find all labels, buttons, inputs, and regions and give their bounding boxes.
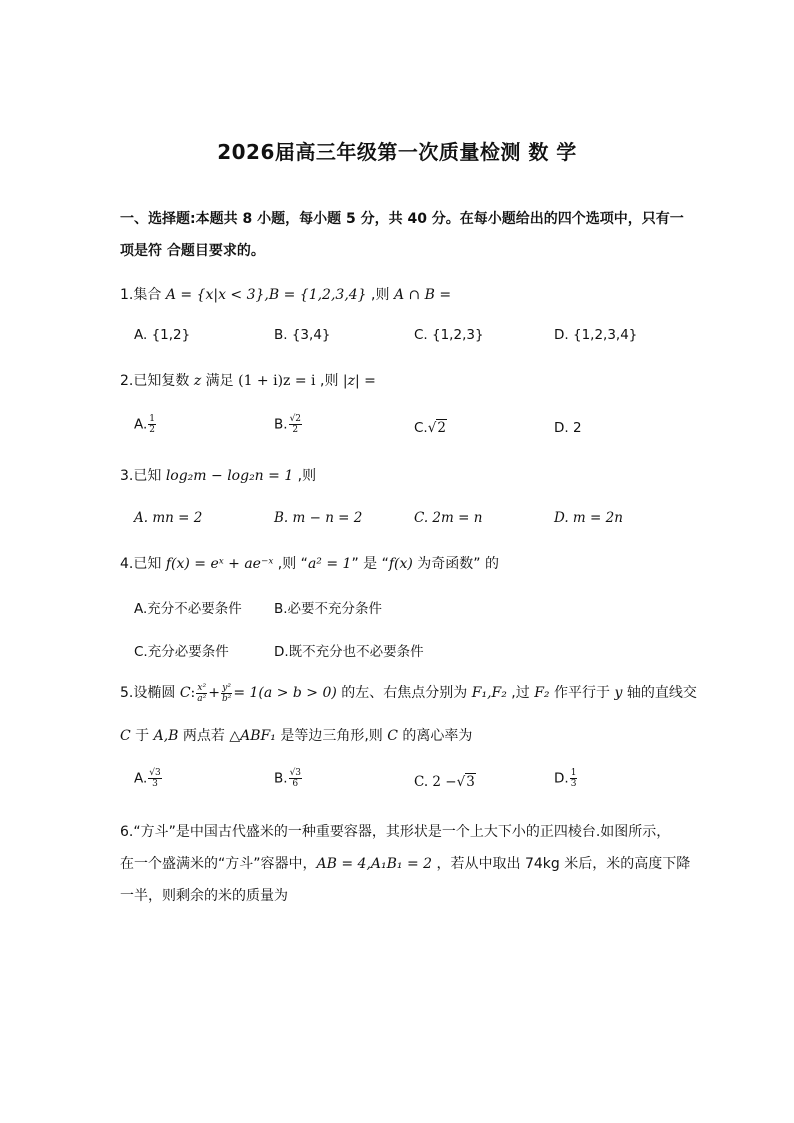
q5-option-a-label: A.	[134, 770, 148, 787]
q2-option-b-fraction	[289, 414, 302, 435]
q5-fraction-x	[196, 683, 207, 704]
question-6-line1: 6.“方斗”是中国古代盛米的一种重要容器，其形状是一个上大下小的正四棱台.如图所示，	[120, 824, 671, 840]
sqrt-symbol: √3	[456, 774, 475, 790]
q5-option-a	[134, 768, 163, 789]
q5-stem-prefix: 5.设椭圆	[120, 685, 180, 701]
question-4-stem	[120, 553, 499, 573]
q6-line2-prefix: 在一个盛满米的“方斗”容器中，	[120, 856, 317, 872]
sqrt-symbol: √2	[427, 420, 446, 436]
q1-option-c: C. {1,2,3}	[414, 327, 484, 343]
q4-stem-suffix: 为奇函数” 的	[412, 556, 500, 572]
q5-stem-math2: F₁,F₂	[471, 685, 507, 701]
q3-stem-suffix: ,则	[293, 468, 317, 484]
fraction-denominator: 2	[292, 425, 299, 435]
q1-stem-math: A = {x|x < 3},B = {1,2,3,4}	[165, 287, 367, 303]
q6-line2-suffix: ，若从中取出 74kg 米后，米的高度下降	[432, 856, 691, 872]
q4-stem-math3: f(x)	[388, 556, 413, 572]
q1-stem-mid: ,则	[366, 287, 394, 303]
q2-stem-mid: 满足	[201, 373, 239, 389]
question-6-line2	[120, 853, 690, 873]
q2-option-d: D. 2	[554, 420, 582, 436]
q5-option-d	[554, 768, 578, 789]
q2-var-z: z	[193, 373, 202, 389]
q5-option-c-label: C. 2 −	[414, 774, 457, 790]
radicand: 2	[437, 420, 446, 436]
q4-stem-mid2: ” 是 “	[351, 556, 389, 572]
q4-stem-mid: ,则 “	[273, 556, 308, 572]
q5-line2-suffix: 的离心率为	[397, 728, 473, 744]
fraction-numerator: x²	[197, 682, 207, 693]
q5-option-d-fraction	[570, 768, 578, 789]
q2-stem-math: (1 + i)z = i	[238, 373, 316, 389]
q5-line2-math: A,B	[153, 728, 179, 744]
q5-var-y: y	[614, 685, 623, 701]
q5-line2-mid2: 两点若	[178, 728, 230, 744]
fraction-numerator: √3	[289, 768, 302, 778]
q5-option-b-label: B.	[274, 770, 288, 787]
q5-line2-var-c: C	[120, 728, 131, 744]
q2-option-b-label: B.	[274, 416, 288, 433]
fraction-numerator: 1	[570, 768, 577, 778]
question-1-stem	[120, 284, 451, 304]
q5-option-d-label: D.	[554, 770, 569, 787]
q3-option-d: D. m = 2n	[554, 510, 623, 526]
q3-option-c: C. 2m = n	[414, 510, 483, 526]
q5-stem-mid: 的左、右焦点分别为	[336, 685, 472, 701]
q3-option-a: A. mn = 2	[134, 510, 203, 526]
q5-line2-mid: 于	[130, 728, 154, 744]
section-heading-line2: 项是符 合题目要求的。	[120, 243, 265, 259]
q2-stem-mid2: ,则	[315, 373, 343, 389]
q4-stem-prefix: 4.已知	[120, 556, 166, 572]
section-heading-line1: 一、选择题:本题共 8 小题，每小题 5 分，共 40 分。在每小题给出的四个选项中，只有一	[120, 211, 684, 227]
q1-stem-prefix: 1.集合	[120, 287, 166, 303]
q5-line2-var-c2: C	[387, 728, 398, 744]
q3-stem-math: log₂m − log₂n = 1	[165, 468, 294, 484]
q4-option-d: D.既不充分也不必要条件	[274, 644, 424, 660]
fraction-denominator: 6	[292, 779, 299, 789]
fraction-denominator: b²	[221, 693, 232, 704]
question-6-line3: 一半，则剩余的米的质量为	[120, 888, 288, 904]
fraction-denominator: a²	[197, 693, 207, 704]
q2-option-a	[134, 414, 157, 435]
q2-option-a-label: A.	[134, 416, 148, 433]
fraction-numerator: √3	[149, 768, 161, 778]
q2-option-a-fraction	[148, 414, 156, 435]
question-2-stem	[120, 370, 376, 390]
radicand: 3	[466, 774, 475, 790]
q4-option-b: B.必要不充分条件	[274, 601, 383, 617]
q4-stem-math: f(x) = eˣ + ae⁻ˣ	[165, 556, 274, 572]
fraction-numerator: 1	[149, 414, 156, 424]
q1-option-a: A. {1,2}	[134, 327, 191, 343]
fraction-denominator: 3	[152, 779, 158, 789]
q5-fraction-y	[221, 683, 232, 704]
q2-stem-math2: |z| =	[342, 373, 376, 389]
q1-stem-math2: A ∩ B =	[393, 287, 452, 303]
q5-stem-math: = 1(a > b > 0)	[233, 685, 337, 701]
question-5-stem-line2	[120, 725, 472, 745]
q4-stem-math2: a² = 1	[307, 556, 352, 572]
q5-option-b	[274, 768, 303, 789]
q5-stem-mid2: ,过	[506, 685, 535, 701]
plus-symbol: +	[208, 685, 220, 701]
q3-stem-prefix: 3.已知	[120, 468, 166, 484]
q5-option-c	[414, 774, 476, 790]
q2-option-c	[414, 420, 447, 436]
q4-option-a: A.充分不必要条件	[134, 601, 242, 617]
q6-line2-math: AB = 4,A₁B₁ = 2	[316, 856, 433, 872]
page-title: 2026届高三年级第一次质量检测 数 学	[217, 140, 577, 164]
fraction-numerator: y²	[222, 682, 231, 693]
q5-stem-suffix: 轴的直线交	[622, 685, 697, 701]
question-3-stem	[120, 465, 316, 485]
q2-option-c-label: C.	[414, 420, 428, 436]
q5-option-b-fraction	[289, 768, 302, 789]
q5-stem-math3: F₂	[534, 685, 550, 701]
q3-option-b: B. m − n = 2	[274, 510, 363, 526]
q5-stem-mid3: 作平行于	[549, 685, 615, 701]
q1-option-b: B. {3,4}	[274, 327, 331, 343]
colon-symbol: :	[190, 685, 196, 701]
q1-option-d: D. {1,2,3,4}	[554, 327, 638, 343]
fraction-denominator: 2	[149, 425, 156, 435]
question-5-stem-line1	[120, 682, 697, 704]
q5-line2-math2: △ABF₁	[229, 728, 276, 744]
q5-line2-mid3: 是等边三角形,则	[275, 728, 388, 744]
q2-stem-prefix: 2.已知复数	[120, 373, 194, 389]
q5-var-c: C	[179, 685, 191, 701]
fraction-denominator: 3	[570, 779, 577, 789]
q5-option-a-fraction	[148, 768, 161, 789]
q4-option-c: C.充分必要条件	[134, 644, 229, 660]
fraction-numerator: √2	[289, 414, 302, 424]
q2-option-b	[274, 414, 303, 435]
